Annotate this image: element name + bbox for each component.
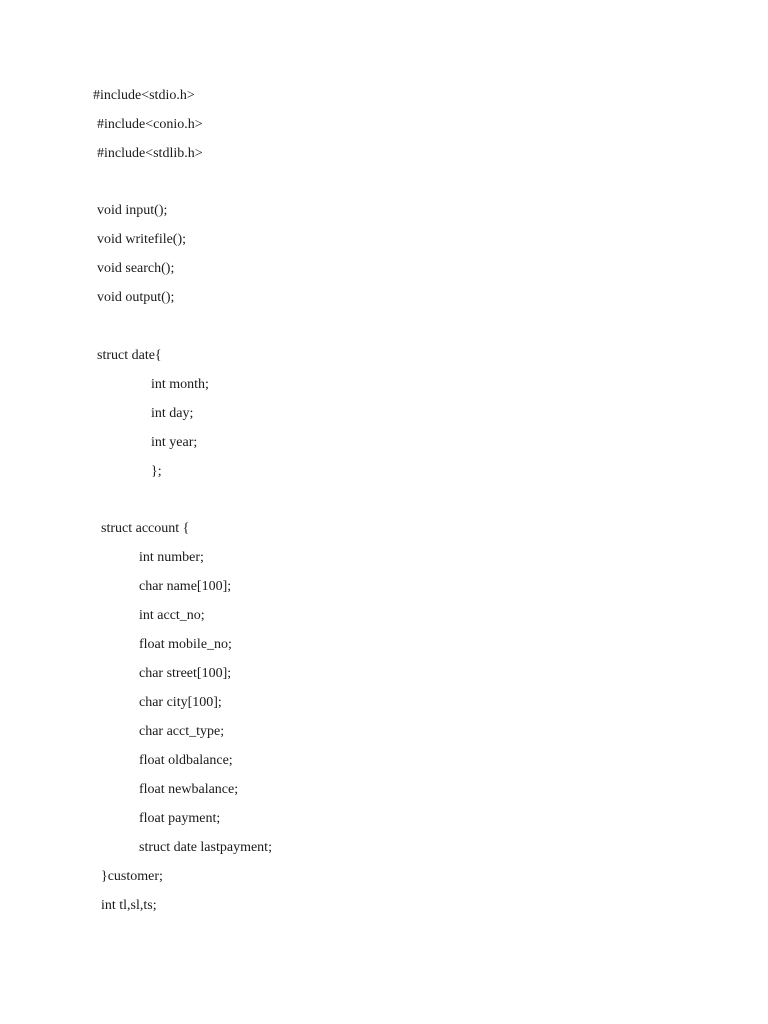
code-line-field-number: int number; — [139, 550, 204, 565]
code-line-decl-writefile: void writefile(); — [97, 232, 187, 247]
code-line-field-acct-type: char acct_type; — [139, 724, 225, 739]
code-line-struct-date-end: }; — [151, 464, 162, 479]
code-line-struct-date: struct date{ — [97, 348, 162, 363]
code-line-decl-search: void search(); — [97, 261, 175, 276]
code-line-decl-input: void input(); — [97, 203, 168, 218]
code-line-field-month: int month; — [151, 377, 209, 392]
code-line-field-street: char street[100]; — [139, 666, 232, 681]
code-line-field-newbalance: float newbalance; — [139, 782, 239, 797]
code-line-field-city: char city[100]; — [139, 695, 222, 710]
code-line-struct-account-end: }customer; — [101, 869, 163, 884]
code-line-field-mobile-no: float mobile_no; — [139, 637, 232, 652]
code-line-field-year: int year; — [151, 435, 198, 450]
code-line-field-oldbalance: float oldbalance; — [139, 753, 233, 768]
code-line-field-lastpayment: struct date lastpayment; — [139, 840, 272, 855]
code-line-include-stdlib: #include<stdlib.h> — [97, 146, 203, 161]
code-line-field-name: char name[100]; — [139, 579, 232, 594]
code-line-struct-account: struct account { — [101, 521, 190, 536]
code-line-include-stdio: #include<stdio.h> — [93, 88, 195, 103]
code-line-include-conio: #include<conio.h> — [97, 117, 203, 132]
code-line-field-acct-no: int acct_no; — [139, 608, 205, 623]
code-line-field-payment: float payment; — [139, 811, 221, 826]
code-line-field-day: int day; — [151, 406, 194, 421]
code-line-decl-output: void output(); — [97, 290, 175, 305]
code-line-globals: int tl,sl,ts; — [101, 898, 157, 913]
